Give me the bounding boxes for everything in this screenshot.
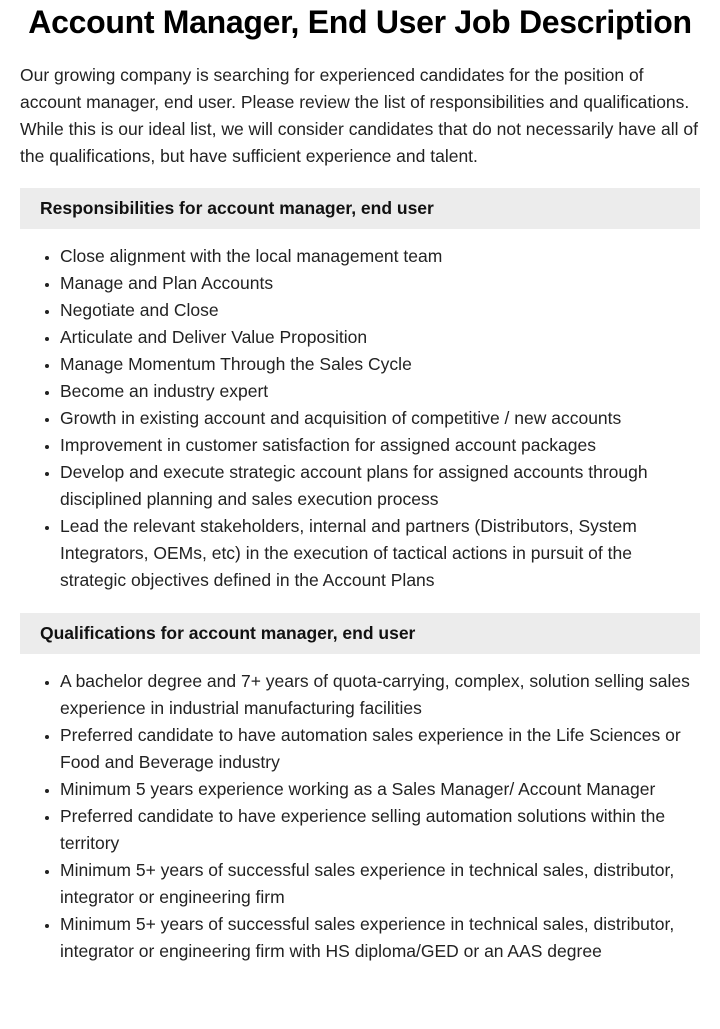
list-item: • Manage and Plan Accounts — [60, 270, 700, 297]
list-item: • Close alignment with the local management team — [60, 243, 700, 270]
list-item: • Minimum 5+ years of successful sales experience in technical sales, distributor, integrator or engineering firm — [60, 857, 700, 911]
intro-paragraph: Our growing company is searching for experienced candidates for the position of account manager, end user. Please review the list of responsibilities and qualifications. While this is our ideal list, we will consider candidates that do not necessarily have all of the qualifications, but have sufficient experience and talent. — [20, 65, 698, 166]
list-item: • Articulate and Deliver Value Proposition — [60, 324, 700, 351]
list-item: • Minimum 5 years experience working as a Sales Manager/ Account Manager — [60, 776, 700, 803]
list-item: • Improvement in customer satisfaction for assigned account packages — [60, 432, 700, 459]
list-item: • Growth in existing account and acquisition of competitive / new accounts — [60, 405, 700, 432]
list-item: • Minimum 5+ years of successful sales experience in technical sales, distributor, integrator or engineering firm with HS diploma/GED or an AAS degree — [60, 911, 700, 965]
list-item: • Lead the relevant stakeholders, internal and partners (Distributors, System Integrators, OEMs, etc) in the execution of tactical actions in pursuit of the strategic objectives defined in the Account Plans — [60, 513, 700, 594]
list-item: • Negotiate and Close — [60, 297, 700, 324]
list-item: • A bachelor degree and 7+ years of quota-carrying, complex, solution selling sales experience in industrial manufacturing facilities — [60, 668, 700, 722]
qualifications-heading: Qualifications for account manager, end user — [20, 613, 700, 654]
responsibilities-heading: Responsibilities for account manager, end user — [20, 188, 700, 229]
list-item: • Preferred candidate to have automation sales experience in the Life Sciences or Food and Beverage industry — [60, 722, 700, 776]
responsibilities-list — [20, 243, 700, 594]
page-title: Account Manager, End User Job Description — [28, 4, 692, 40]
list-item: • Manage Momentum Through the Sales Cycle — [60, 351, 700, 378]
list-item: • Become an industry expert — [60, 378, 700, 405]
qualifications-list — [20, 668, 700, 965]
list-item: • Develop and execute strategic account plans for assigned accounts through disciplined planning and sales execution process — [60, 459, 700, 513]
list-item: • Preferred candidate to have experience selling automation solutions within the territory — [60, 803, 700, 857]
